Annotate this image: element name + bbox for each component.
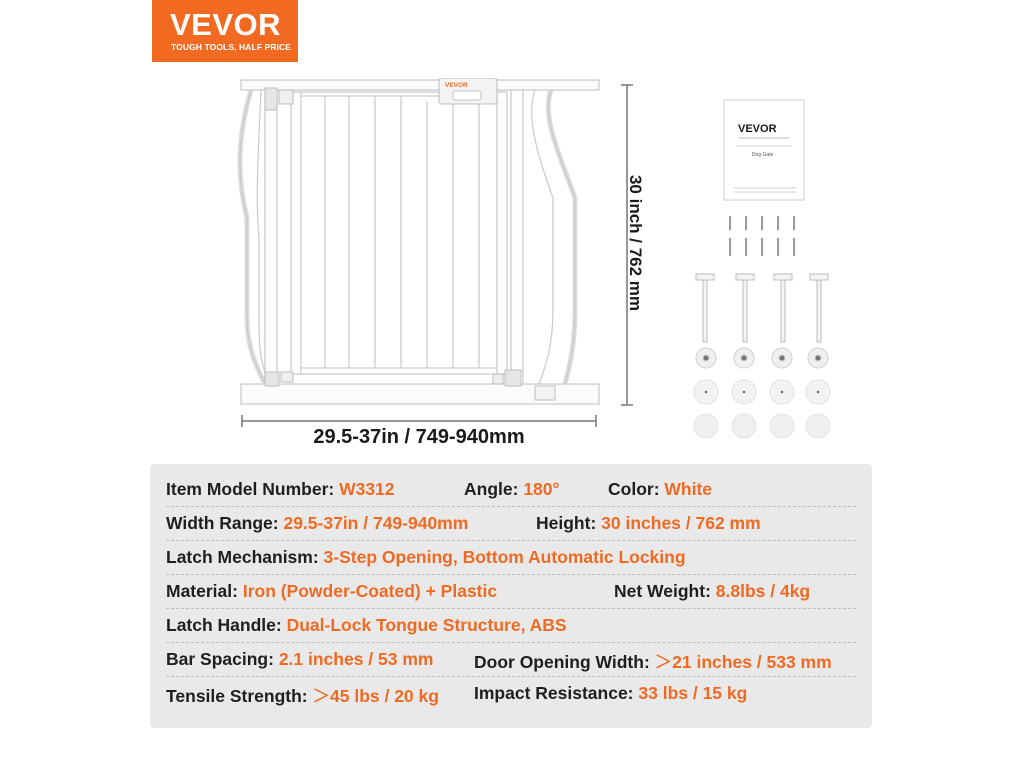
spec-width-range — [166, 513, 468, 534]
specs-panel — [150, 464, 872, 728]
spec-row — [166, 542, 856, 575]
spec-net-weight — [614, 581, 810, 602]
rubber-pads-icon — [694, 414, 830, 438]
manual-icon — [724, 100, 804, 200]
spec-color — [608, 479, 712, 500]
spec-value: Iron (Powder-Coated) + Plastic — [242, 581, 498, 601]
spec-value: Dual-Lock Tongue Structure, ABS — [286, 615, 567, 635]
brand-logo — [152, 0, 298, 62]
manual-brand: VEVOR — [738, 123, 777, 135]
spec-value: 30 inches / 762 mm — [601, 513, 761, 533]
spec-row — [166, 678, 856, 710]
width-dimension-label: 29.5-37in / 749-940mm — [313, 426, 525, 448]
height-dimension-label: 30 inch / 762 mm — [626, 174, 645, 312]
spec-value: 180° — [523, 479, 560, 499]
spec-latch-mechanism — [166, 547, 686, 568]
spec-key: Net Weight: — [614, 581, 716, 601]
spec-item-model — [166, 479, 395, 500]
spec-row — [166, 644, 856, 677]
spec-row — [166, 610, 856, 643]
spec-key: Tensile Strength: — [166, 686, 313, 706]
spec-material — [166, 581, 497, 602]
spec-value: ＞45 lbs / 20 kg — [312, 686, 439, 706]
spec-door-opening-width — [474, 649, 832, 674]
spec-key: Impact Resistance: — [474, 683, 639, 703]
spec-key: Door Opening Width: — [474, 652, 655, 672]
spec-key: Height: — [536, 513, 602, 533]
spec-key: Item Model Number: — [166, 479, 340, 499]
spec-value: 8.8lbs / 4kg — [715, 581, 811, 601]
spec-key: Latch Handle: — [166, 615, 287, 635]
spec-value: ＞21 inches / 533 mm — [654, 652, 832, 672]
spec-row — [166, 508, 856, 541]
manual-title: Dog Gate — [752, 152, 774, 158]
spec-height — [536, 513, 761, 534]
spec-key: Color: — [608, 479, 665, 499]
spec-tensile-strength — [166, 683, 439, 708]
accessories-image — [686, 96, 846, 446]
spec-value: 3-Step Opening, Bottom Automatic Locking — [323, 547, 686, 567]
spec-value: 33 lbs / 15 kg — [638, 683, 748, 703]
screws-icon — [730, 216, 794, 256]
spec-value: White — [664, 479, 713, 499]
nuts-icon — [696, 348, 828, 368]
baby-gate-image — [235, 78, 605, 414]
spec-key: Width Range: — [166, 513, 284, 533]
spec-latch-handle — [166, 615, 567, 636]
spec-impact-resistance — [474, 683, 747, 704]
brand-name: VEVOR — [170, 7, 282, 42]
spec-value: W3312 — [339, 479, 395, 499]
spec-row — [166, 576, 856, 609]
spec-angle — [464, 479, 560, 500]
gate-badge: VEVOR — [445, 82, 468, 89]
spindle-rods-icon — [696, 274, 828, 342]
wall-pads-icon — [694, 380, 830, 404]
spec-key: Latch Mechanism: — [166, 547, 324, 567]
spec-key: Material: — [166, 581, 243, 601]
spec-key: Angle: — [464, 479, 524, 499]
spec-key: Bar Spacing: — [166, 649, 279, 669]
spec-bar-spacing — [166, 649, 433, 670]
spec-row — [166, 474, 856, 507]
spec-value: 29.5-37in / 749-940mm — [283, 513, 469, 533]
brand-tagline: TOUGH TOOLS, HALF PRICE — [171, 42, 292, 52]
spec-value: 2.1 inches / 53 mm — [278, 649, 434, 669]
